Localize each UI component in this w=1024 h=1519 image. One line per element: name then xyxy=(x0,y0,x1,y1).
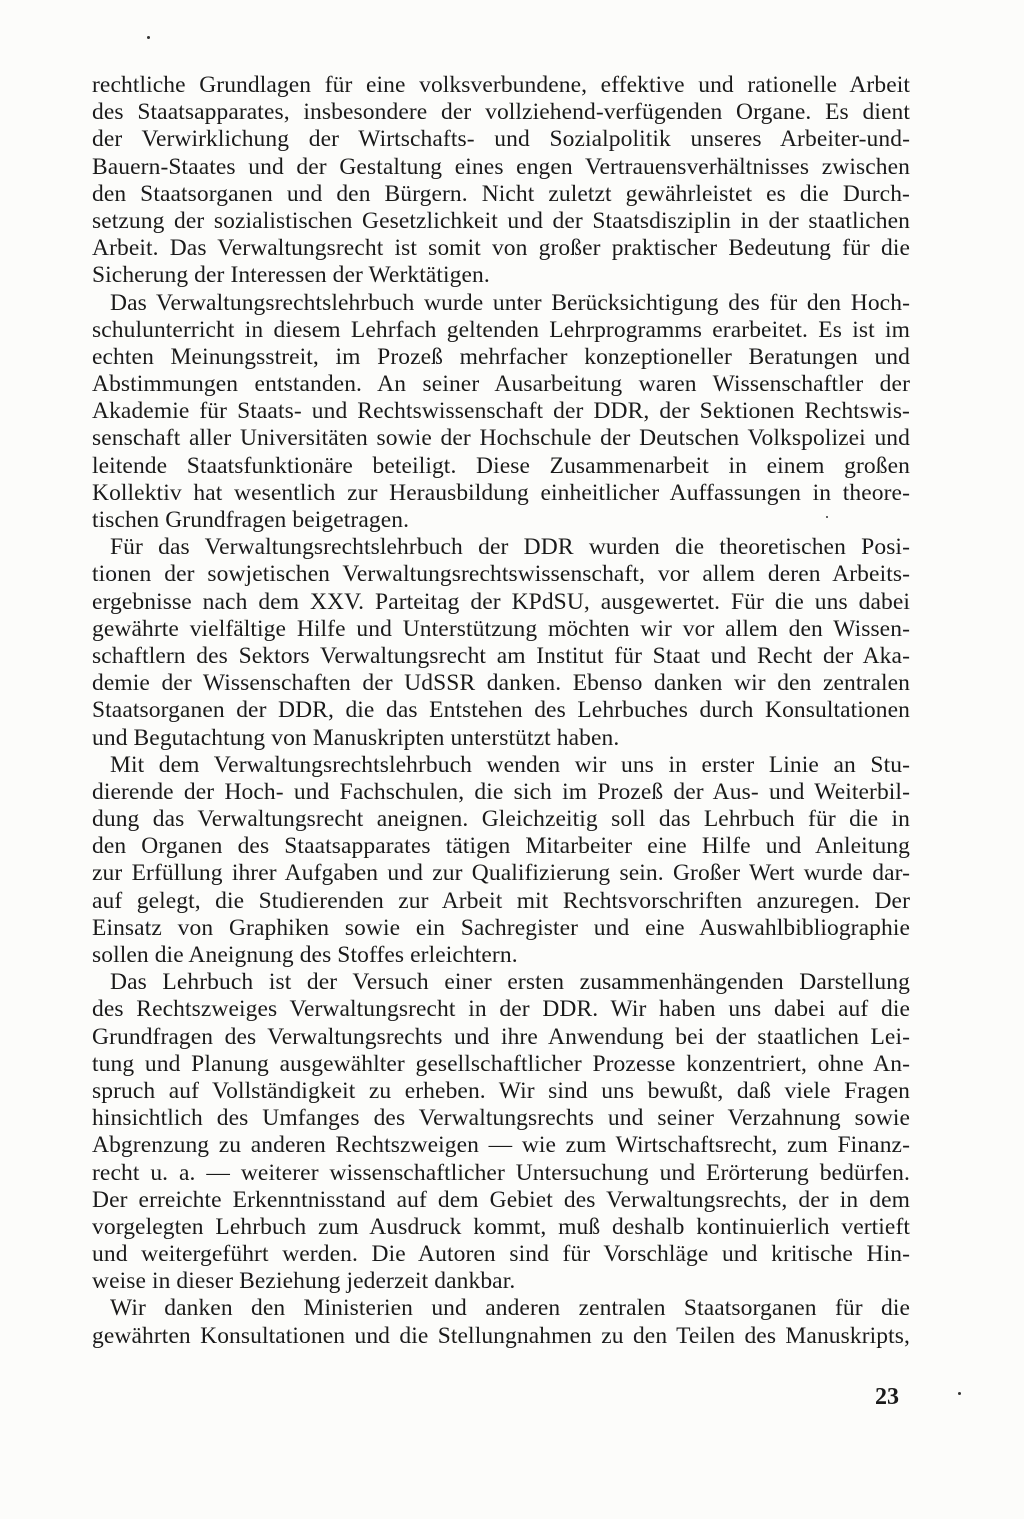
text-line: des Rechtszweiges Verwaltungsrecht in der DDR. Wir haben uns dabei auf die xyxy=(92,996,910,1023)
text-line: rechtliche Grundlagen für eine volksverbundene, effektive und rationelle Arbeit xyxy=(92,72,910,98)
text-line: tischen Grundfragen beigetragen. xyxy=(92,507,410,533)
page-number: 23 xyxy=(875,1384,899,1410)
text-line: senschaft aller Universitäten sowie der Hochschule der Deutschen Volkspolizei und xyxy=(92,425,910,452)
text-line: Staatsorganen der DDR, die das Entstehen des Lehrbuches durch Konsultationen xyxy=(92,697,910,724)
text-line: und weitergeführt werden. Die Autoren sind für Vorschläge und kritische Hin- xyxy=(92,1241,910,1268)
paragraph-first-line: Für das Verwaltungsrechtslehrbuch der DDR wurden die theoretischen Posi- xyxy=(110,534,910,561)
text-line: schaftlern des Sektors Verwaltungsrecht am Institut für Staat und Recht der Aka- xyxy=(92,642,910,669)
text-line: den Staatsorganen und den Bürgern. Nicht zuletzt gewährleistet es die Durch- xyxy=(92,180,910,207)
scan-speck xyxy=(958,1392,961,1395)
text-line: demie der Wissenschaften der UdSSR danken. Ebenso danken wir den zentralen xyxy=(92,670,910,697)
text-line: sollen die Aneignung des Stoffes erleichtern. xyxy=(92,942,518,968)
text-line: Akademie für Staats- und Rechtswissenschaft der DDR, der Sektionen Rechtswis- xyxy=(92,398,910,425)
text-line: schulunterricht in diesem Lehrfach geltenden Lehrprogramms erarbeitet. Es ist im xyxy=(92,316,910,343)
text-line: spruch auf Vollständigkeit zu erheben. Wir sind uns bewußt, daß viele Fragen xyxy=(92,1077,910,1104)
text-line: leitende Staatsfunktionäre beteiligt. Diese Zusammenarbeit in einem großen xyxy=(92,452,910,479)
text-line: weise in dieser Beziehung jederzeit dankbar. xyxy=(92,1268,516,1295)
text-line: Abgrenzung zu anderen Rechtszweigen — wie zum Wirtschaftsrecht, zum Finanz- xyxy=(92,1132,910,1159)
paragraph-first-line: Mit dem Verwaltungsrechtslehrbuch wenden wir uns in erster Linie an Stu- xyxy=(110,751,910,778)
text-line: tung und Planung ausgewählter gesellschaftlicher Prozesse konzentriert, ohne An- xyxy=(92,1050,910,1077)
text-line: hinsichtlich des Umfanges des Verwaltungsrechts und seiner Verzahnung sowie xyxy=(92,1105,910,1132)
text-line: gewährte vielfältige Hilfe und Unterstützung möchten wir vor allem den Wissen- xyxy=(92,615,910,642)
text-line: Der erreichte Erkenntnisstand auf dem Gebiet des Verwaltungsrechts, der in dem xyxy=(92,1186,910,1213)
body-text xyxy=(92,72,910,1350)
paragraph-first-line: Wir danken den Ministerien und anderen zentralen Staatsorganen für die xyxy=(110,1295,910,1322)
text-line: Sicherung der Interessen der Werktätigen. xyxy=(92,262,490,289)
text-line: zur Erfüllung ihrer Aufgaben und zur Qualifizierung sein. Großer Wert wurde dar- xyxy=(92,860,910,887)
text-line: vorgelegten Lehrbuch zum Ausdruck kommt, muß deshalb kontinuierlich vertieft xyxy=(92,1213,910,1240)
text-line: Bauern-Staates und der Gestaltung eines engen Vertrauensverhältnisses zwischen xyxy=(92,153,910,180)
text-line: Grundfragen des Verwaltungsrechts und ihre Anwendung bei der staatlichen Lei- xyxy=(92,1023,910,1050)
text-line: recht u. a. — weiterer wissenschaftlicher Untersuchung und Erörterung bedürfen. xyxy=(92,1159,910,1186)
text-line: echten Meinungsstreit, im Prozeß mehrfacher konzeptioneller Beratungen und xyxy=(92,343,910,370)
text-line: setzung der sozialistischen Gesetzlichkeit und der Staatsdisziplin in der staatlichen xyxy=(92,207,910,234)
text-line: dierende der Hoch- und Fachschulen, die sich im Prozeß der Aus- und Weiterbil- xyxy=(92,778,910,805)
text-line: gewährten Konsultationen und die Stellungnahmen zu den Teilen des Manuskripts, xyxy=(92,1322,910,1349)
text-line: den Organen des Staatsapparates tätigen Mitarbeiter eine Hilfe und Anleitung xyxy=(92,833,910,860)
text-line: Einsatz von Graphiken sowie ein Sachregister und eine Auswahlbibliographie xyxy=(92,914,910,941)
text-line: dung das Verwaltungsrecht aneignen. Gleichzeitig soll das Lehrbuch für die in xyxy=(92,806,910,833)
text-line: und Begutachtung von Manuskripten unterstützt haben. xyxy=(92,724,620,751)
text-line: der Verwirklichung der Wirtschafts- und Sozialpolitik unseres Arbeiter-und- xyxy=(92,126,910,153)
text-line: Abstimmungen entstanden. An seiner Ausarbeitung waren Wissenschaftler der xyxy=(92,371,910,398)
text-line: des Staatsapparates, insbesondere der vollziehend-verfügenden Organe. Es dient xyxy=(92,99,910,126)
text-line: Arbeit. Das Verwaltungsrecht ist somit von großer praktischer Bedeutung für die xyxy=(92,235,910,262)
text-line: ergebnisse nach dem XXV. Parteitag der KPdSU, ausgewertet. Für die uns dabei xyxy=(92,588,910,615)
text-line: auf gelegt, die Studierenden zur Arbeit mit Rechtsvorschriften anzuregen. Der xyxy=(92,887,910,914)
scan-speck xyxy=(147,36,150,39)
paragraph-first-line: Das Lehrbuch ist der Versuch einer ersten zusammenhängenden Darstellung xyxy=(110,969,910,996)
scan-speck xyxy=(826,516,828,518)
paragraph-first-line: Das Verwaltungsrechtslehrbuch wurde unter Berücksichtigung des für den Hoch- xyxy=(110,289,910,316)
text-line: tionen der sowjetischen Verwaltungsrechtswissenschaft, vor allem deren Arbeits- xyxy=(92,561,910,588)
text-line: Kollektiv hat wesentlich zur Herausbildung einheitlicher Auffassungen in theore- xyxy=(92,479,910,506)
